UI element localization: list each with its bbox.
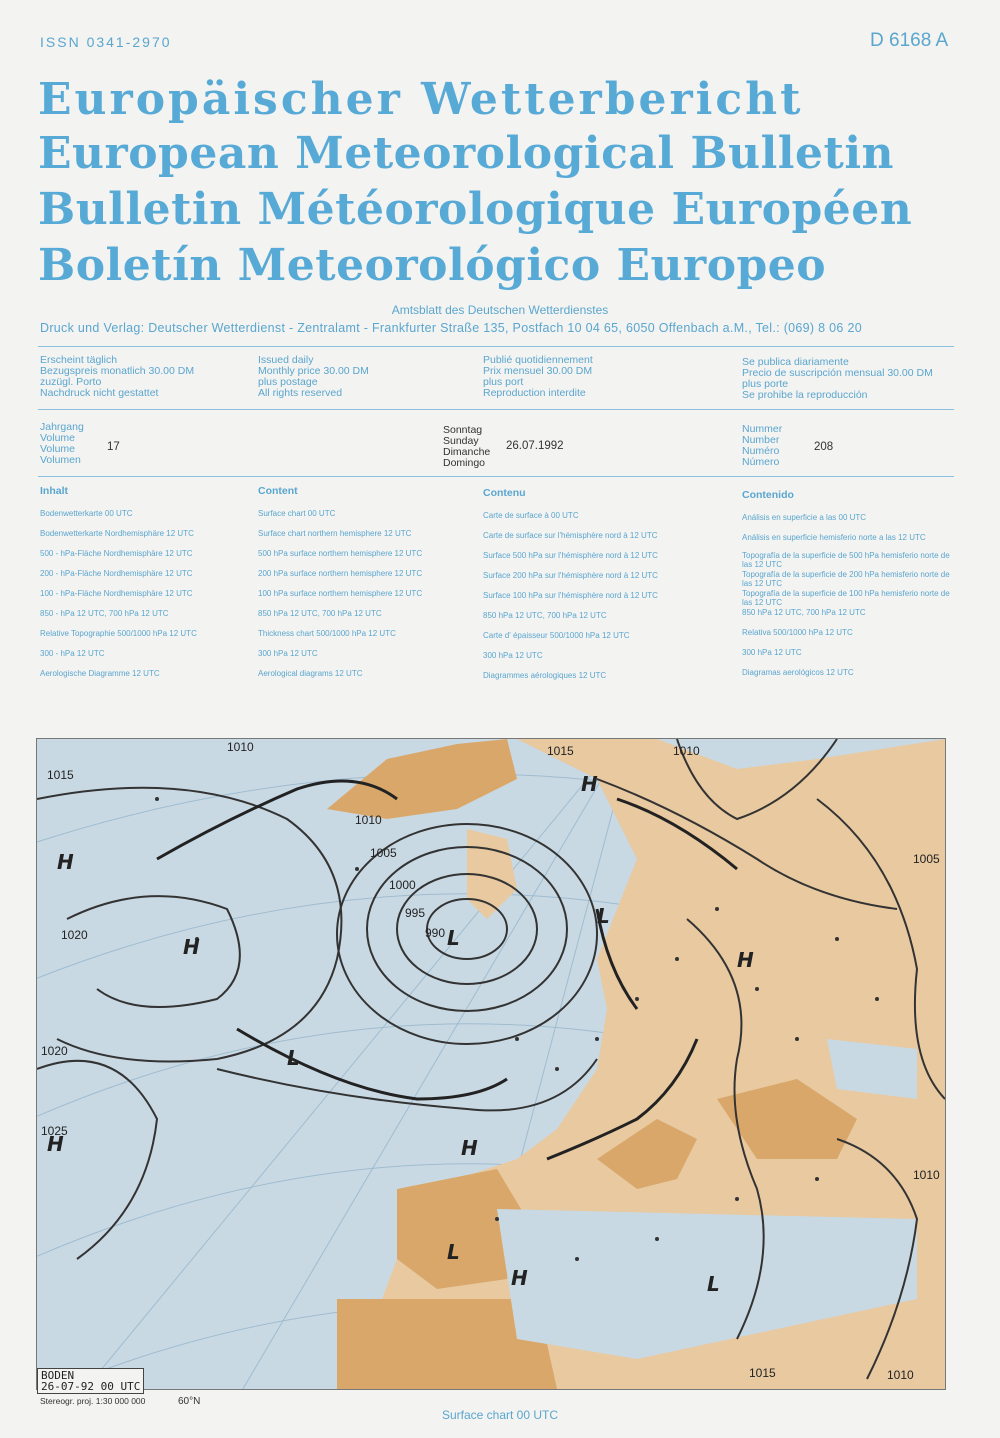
toc-item: Carte d' épaisseur 500/1000 hPa 12 UTC (483, 631, 630, 640)
sub-line: Se prohibe la reproducción (742, 389, 868, 401)
chart-stamp (37, 1368, 144, 1394)
title-german: Europäischer Wetterbericht (38, 74, 804, 125)
toc-item: Topografía de la superficie de 200 hPa hemisferio norte de las 12 UTC (742, 570, 950, 588)
toc-item: Relative Topographie 500/1000 hPa 12 UTC (40, 629, 197, 638)
isobar-label: 1005 (913, 852, 940, 866)
station-marker (495, 1217, 499, 1221)
toc-item: 500 hPa surface northern hemisphere 12 UTC (258, 549, 423, 558)
toc-item: Topografía de la superficie de 500 hPa hemisferio norte de las 12 UTC (742, 551, 950, 569)
station-marker (555, 1067, 559, 1071)
volume-label: Volume (40, 443, 76, 455)
contents-heading: Contenu (483, 487, 526, 499)
isobar-label: 990 (425, 926, 446, 940)
publication-code: D 6168 A (870, 30, 949, 51)
station-marker (875, 997, 879, 1001)
toc-item: 300 hPa 12 UTC (742, 648, 802, 657)
title-french: Bulletin Météorologique Européen (38, 184, 913, 235)
divider (38, 346, 954, 347)
contents-en (258, 485, 422, 678)
isobar-label: 1015 (547, 744, 574, 758)
sub-line: Precio de suscripción mensual 30.00 DM (742, 367, 933, 379)
station-marker (675, 957, 679, 961)
toc-item: Relativa 500/1000 hPa 12 UTC (742, 628, 853, 637)
day-label: Dimanche (443, 446, 491, 458)
toc-item: Diagrammes aérologiques 12 UTC (483, 671, 607, 680)
station-marker (595, 1037, 599, 1041)
toc-item: Surface chart 00 UTC (258, 509, 336, 518)
subscription-en (258, 355, 369, 399)
contents-heading: Contenido (742, 489, 794, 501)
sub-line: plus postage (258, 376, 318, 388)
toc-item: Carte de surface sur l'hémisphère nord à 12 UTC (483, 531, 658, 540)
isobar-label: 1005 (370, 846, 397, 860)
isobar-label: 1015 (749, 1366, 776, 1380)
station-marker (155, 797, 159, 801)
map-caption: Surface chart 00 UTC (441, 1408, 559, 1422)
title-english: European Meteorological Bulletin (38, 128, 895, 179)
number-label: Número (742, 456, 780, 468)
station-marker (815, 1177, 819, 1181)
station-marker (635, 997, 639, 1001)
high-pressure-center: H (461, 1136, 478, 1160)
isobar-label: 1010 (887, 1368, 914, 1382)
toc-item: Bodenwetterkarte Nordhemisphäre 12 UTC (40, 529, 194, 538)
toc-item: Análisis en superficie hemisferio norte a las 12 UTC (742, 533, 926, 542)
sub-line: Erscheint täglich (40, 354, 118, 366)
station-marker (755, 987, 759, 991)
toc-item: 850 hPa 12 UTC, 700 hPa 12 UTC (742, 608, 866, 617)
subscription-fr (483, 355, 593, 399)
toc-item: 100 - hPa-Fläche Nordhemisphäre 12 UTC (40, 589, 193, 598)
high-pressure-center: H (581, 772, 598, 796)
toc-item: Surface 100 hPa sur l'hémisphère nord à 12 UTC (483, 591, 658, 600)
contents-fr (483, 487, 658, 680)
toc-item: 850 hPa 12 UTC, 700 hPa 12 UTC (258, 609, 382, 618)
sub-line: Publié quotidiennement (483, 354, 593, 366)
day-label: Sonntag (443, 424, 483, 436)
toc-item: Surface chart northern hemisphere 12 UTC (258, 529, 412, 538)
volume-value: 17 (107, 441, 120, 453)
high-pressure-center: H (511, 1266, 528, 1290)
weather-map-graphic (37, 739, 945, 1389)
isobar-label: 1025 (41, 1124, 68, 1138)
volume-label: Volume (40, 432, 76, 444)
contents-heading: Content (258, 485, 298, 497)
toc-item: Aerological diagrams 12 UTC (258, 669, 363, 678)
toc-item: Carte de surface à 00 UTC (483, 511, 579, 520)
toc-item: 300 - hPa 12 UTC (40, 649, 105, 658)
sub-line: zuzügl. Porto (40, 376, 102, 388)
isobar-label: 1010 (355, 813, 382, 827)
divider (38, 409, 954, 410)
surface-weather-map (36, 738, 946, 1393)
sub-line: Prix mensuel 30.00 DM (483, 365, 593, 377)
day-label: Domingo (443, 457, 486, 469)
contents-heading: Inhalt (40, 485, 68, 497)
isobar-label: 995 (405, 906, 426, 920)
toc-item: Diagramas aerológicos 12 UTC (742, 668, 854, 677)
sub-line: plus porte (742, 378, 789, 390)
projection-note: Stereogr. proj. 1:30 000 000 (40, 1396, 146, 1406)
volume-label: Volumen (40, 454, 81, 466)
toc-item: Surface 500 hPa sur l'hémisphère nord à 12 UTC (483, 551, 658, 560)
high-pressure-center: H (47, 1132, 64, 1156)
station-marker (515, 1037, 519, 1041)
subscription-es (742, 357, 933, 401)
official-gazette: Amtsblatt des Deutschen Wetterdienstes (391, 303, 609, 317)
number-labels (742, 424, 782, 468)
sub-line: Nachdruck nicht gestattet (40, 387, 159, 399)
issue-date: 26.07.1992 (506, 440, 564, 452)
toc-item: Bodenwetterkarte 00 UTC (40, 509, 133, 518)
volume-labels (40, 422, 84, 466)
contents-es (742, 489, 957, 677)
number-label: Number (742, 434, 780, 446)
title-spanish: Boletín Meteorológico Europeo (38, 240, 827, 291)
sub-line: Monthly price 30.00 DM (258, 365, 369, 377)
sub-line: plus port (483, 376, 524, 388)
low-pressure-center: L (447, 1240, 460, 1264)
stamp-datetime: 26-07-92 00 UTC (41, 1380, 141, 1393)
isobar-label: 1010 (227, 740, 254, 754)
isobar-label: 1020 (41, 1044, 68, 1058)
toc-item: Surface 200 hPa sur l'hémisphère nord à 12 UTC (483, 571, 658, 580)
number-label: Numéro (742, 445, 780, 457)
sub-line: Reproduction interdite (483, 387, 586, 399)
sub-line: Bezugspreis monatlich 30.00 DM (40, 365, 195, 377)
publisher-line: Druck und Verlag: Deutscher Wetterdienst - Zentralamt - Frankfurter Straße 135, Postfach 10 04 65, 6050 Offenbach a.M., Tel.: (069) 8 06 20 (40, 321, 862, 335)
contents-de (40, 485, 197, 678)
isobar-label: 1010 (673, 744, 700, 758)
low-pressure-center: L (287, 1046, 300, 1070)
station-marker (795, 1037, 799, 1041)
volume-label: Jahrgang (40, 421, 84, 433)
day-labels (443, 425, 490, 469)
toc-item: 300 hPa 12 UTC (258, 649, 318, 658)
toc-item: 850 hPa 12 UTC, 700 hPa 12 UTC (483, 611, 607, 620)
low-pressure-center: L (707, 1272, 720, 1296)
high-pressure-center: H (737, 948, 754, 972)
station-marker (735, 1197, 739, 1201)
isobar-label: 1010 (913, 1168, 940, 1182)
isobar-label: 1015 (47, 768, 74, 782)
issn: ISSN 0341-2970 (40, 34, 172, 50)
station-marker (715, 907, 719, 911)
toc-item: 200 - hPa-Fläche Nordhemisphäre 12 UTC (40, 569, 193, 578)
isobar-label: 1020 (61, 928, 88, 942)
subscription-de (40, 355, 194, 399)
stamp-type: BODEN (41, 1369, 75, 1382)
latitude-note: 60°N (178, 1396, 201, 1407)
station-marker (655, 1237, 659, 1241)
toc-item: 100 hPa surface northern hemisphere 12 UTC (258, 589, 423, 598)
high-pressure-center: H (183, 935, 200, 959)
isobar-label: 1000 (389, 878, 416, 892)
divider (38, 476, 954, 477)
sub-line: Issued daily (258, 354, 314, 366)
station-marker (355, 867, 359, 871)
sub-line: Se publica diariamente (742, 356, 849, 368)
sub-line: All rights reserved (258, 387, 343, 399)
toc-item: Thickness chart 500/1000 hPa 12 UTC (258, 629, 396, 638)
station-marker (575, 1257, 579, 1261)
toc-item: 200 hPa surface northern hemisphere 12 UTC (258, 569, 423, 578)
toc-item: 500 - hPa-Fläche Nordhemisphäre 12 UTC (40, 549, 193, 558)
day-label: Sunday (443, 435, 479, 447)
high-pressure-center: H (57, 850, 74, 874)
issue-number: 208 (814, 441, 834, 453)
toc-item: Análisis en superficie a las 00 UTC (742, 513, 867, 522)
low-pressure-center: L (447, 926, 460, 950)
toc-item: Topografía de la superficie de 100 hPa hemisferio norte de las 12 UTC (742, 589, 950, 607)
number-label: Nummer (742, 423, 783, 435)
toc-item: 850 - hPa 12 UTC, 700 hPa 12 UTC (40, 609, 169, 618)
station-marker (835, 937, 839, 941)
low-pressure-center: L (597, 904, 610, 928)
toc-item: Aerologische Diagramme 12 UTC (40, 669, 160, 678)
toc-item: 300 hPa 12 UTC (483, 651, 543, 660)
